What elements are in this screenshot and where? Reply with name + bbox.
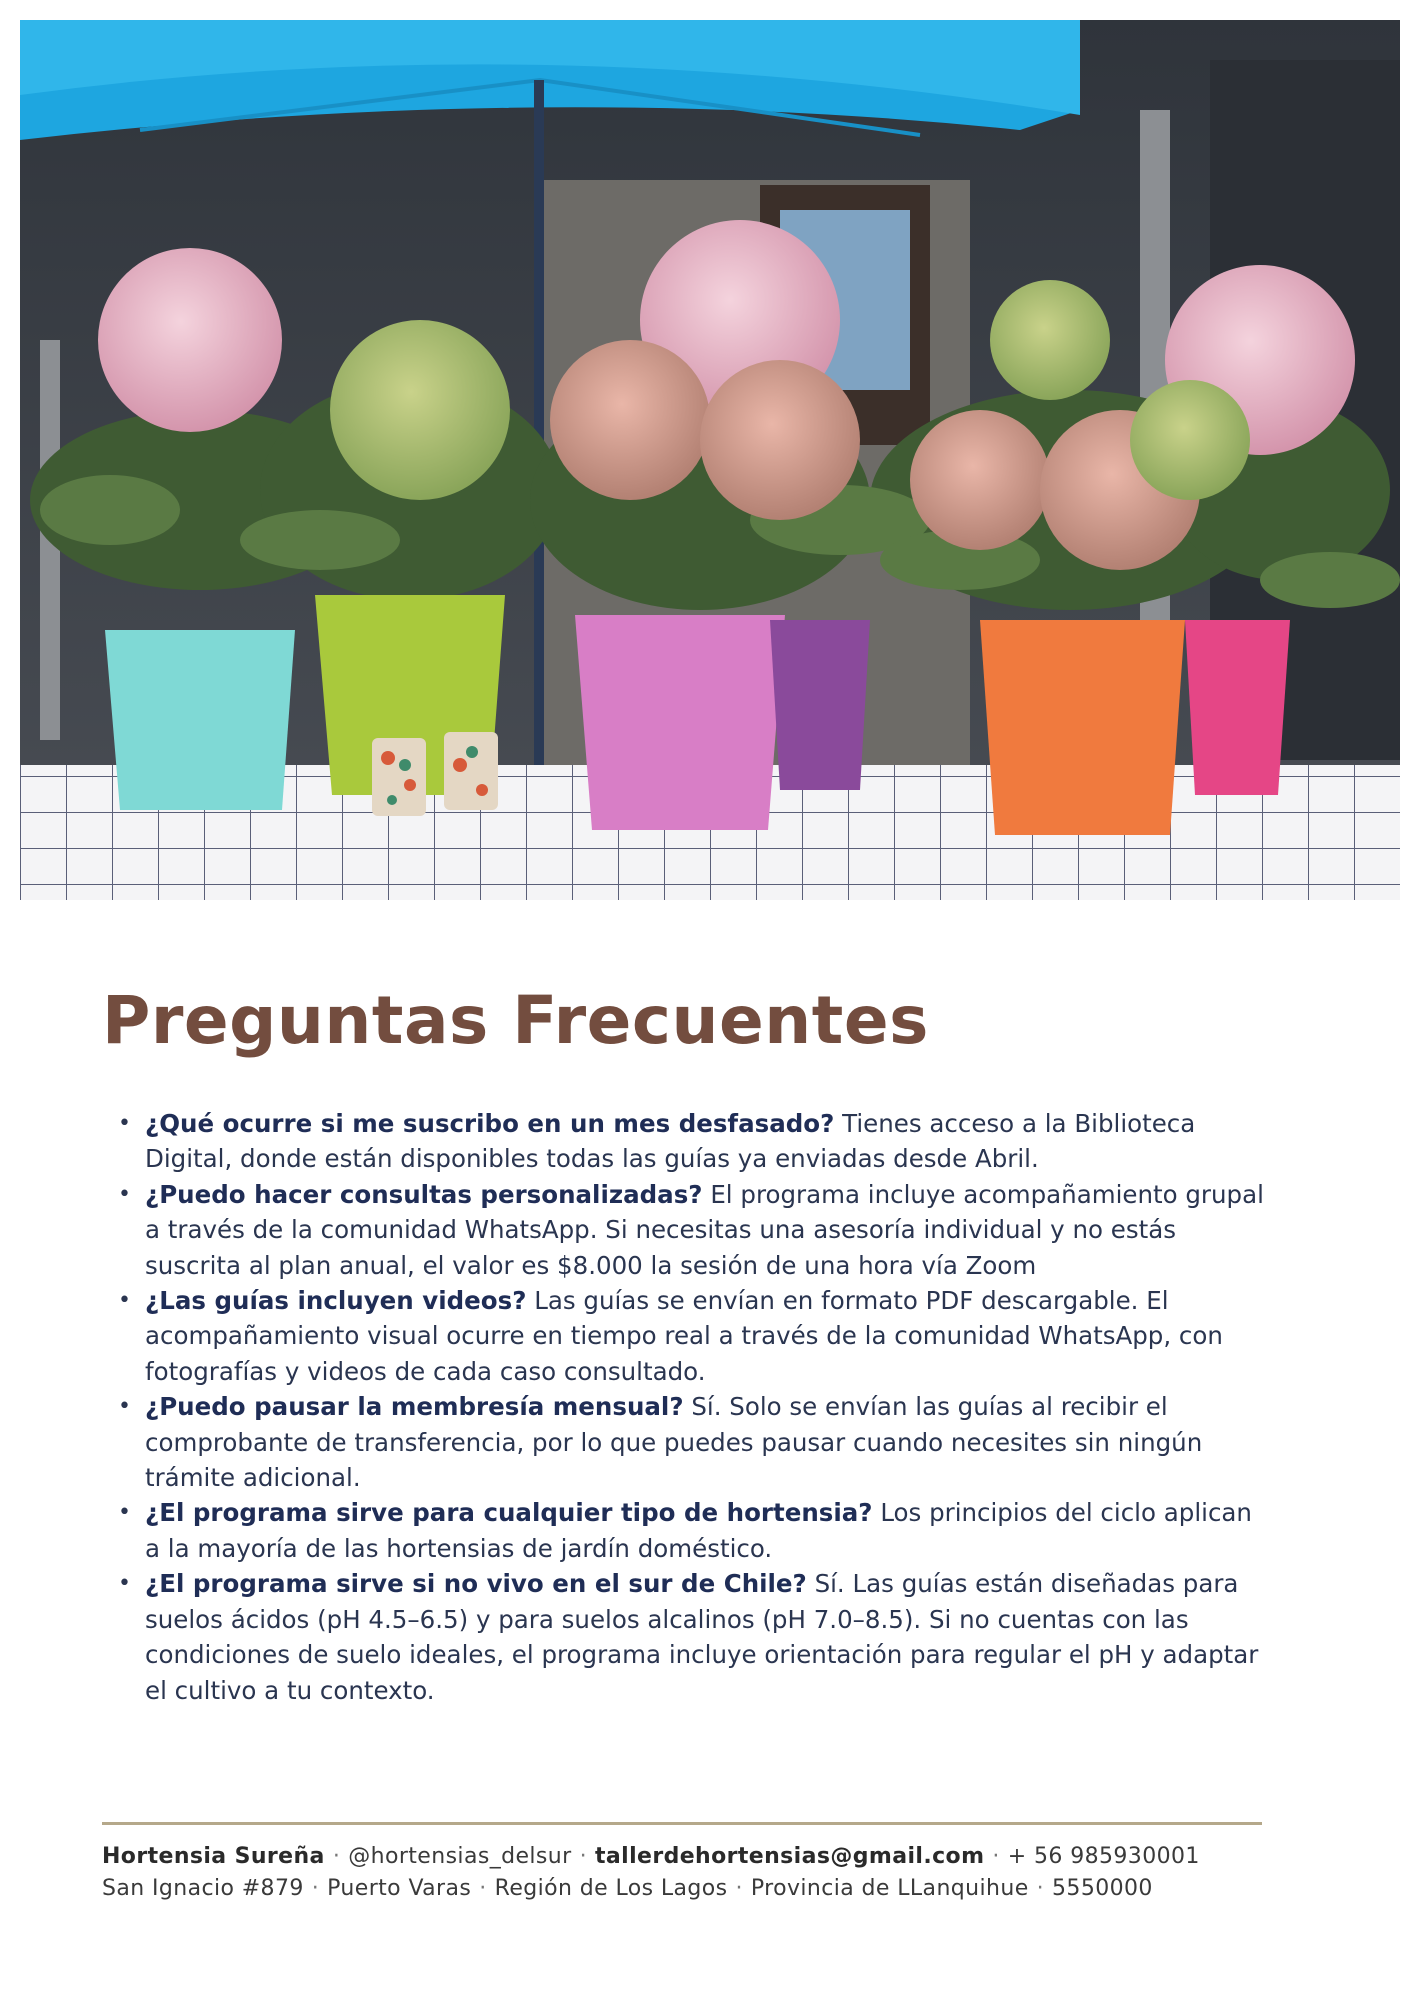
faq-answer: El programa incluye acompañamiento grupal a través de la comunidad WhatsApp. Si necesitas una asesoría individual y no estás suscrita al plan anual, el valor es $8.000 la sesión de una hora vía Zoom xyxy=(145,1179,1264,1280)
faq-item xyxy=(118,1566,1265,1708)
footer-separator: · xyxy=(735,1876,743,1901)
footer-email[interactable]: tallerdehortensias@gmail.com xyxy=(594,1844,985,1869)
footer-phone[interactable]: + 56 985930001 xyxy=(1007,1844,1200,1869)
footer-instagram[interactable]: @hortensias_delsur xyxy=(348,1844,572,1869)
bullet-icon: • xyxy=(118,1571,131,1597)
faq-item xyxy=(118,1283,1265,1389)
footer-address-line xyxy=(102,1876,1153,1901)
faq-item xyxy=(118,1389,1265,1495)
faq-answer: Sí. Solo se envían las guías al recibir el comprobante de transferencia, por lo que puedes pausar cuando necesites sin ningún trámite adicional. xyxy=(145,1392,1203,1493)
faq-answer: Las guías se envían en formato PDF descargable. El acompañamiento visual ocurre en tiempo real a través de la comunidad WhatsApp, con fotografías y videos de cada caso consultado. xyxy=(145,1286,1223,1386)
faq-answer: Tienes acceso a la Biblioteca Digital, donde están disponibles todas las guías ya enviadas desde Abril. xyxy=(145,1109,1196,1174)
faq-question: ¿El programa sirve para cualquier tipo de hortensia? xyxy=(145,1498,873,1528)
faq-question: ¿Puedo hacer consultas personalizadas? xyxy=(145,1179,703,1209)
footer-separator: · xyxy=(311,1876,320,1901)
page-title: Preguntas Frecuentes xyxy=(102,982,929,1059)
bullet-icon: • xyxy=(118,1181,131,1207)
footer-separator: · xyxy=(332,1844,341,1869)
bullet-icon: • xyxy=(118,1288,131,1314)
footer-city: Puerto Varas xyxy=(327,1876,472,1901)
footer-province: Provincia de LLanquihue xyxy=(750,1876,1029,1901)
bullet-icon: • xyxy=(118,1500,131,1526)
faq-question: ¿Qué ocurre si me suscribo en un mes desfasado? xyxy=(145,1109,835,1138)
footer-separator: · xyxy=(579,1844,587,1869)
hydrangea-pots-photo xyxy=(20,20,1400,900)
faq-answer: Los principios del ciclo aplican a la mayoría de las hortensias de jardín doméstico. xyxy=(145,1498,1252,1563)
faq-question: ¿El programa sirve si no vivo en el sur de Chile? xyxy=(145,1569,807,1599)
faq-question: ¿Puedo pausar la membresía mensual? xyxy=(145,1392,684,1422)
faq-list xyxy=(118,1106,1265,1708)
faq-item xyxy=(118,1106,1265,1177)
faq-question: ¿Las guías incluyen videos? xyxy=(145,1286,527,1316)
hero-photo xyxy=(20,20,1400,900)
bullet-icon: • xyxy=(118,1394,131,1420)
footer-separator: · xyxy=(479,1876,487,1901)
faq-item xyxy=(118,1495,1265,1566)
footer-divider xyxy=(102,1822,1262,1825)
faq-answer: Sí. Las guías están diseñadas para suelos ácidos (pH 4.5–6.5) y para suelos alcalinos (pH 7.0–8.5). Si no cuentas con las condiciones de suelo ideales, el programa incluye orientación para regular el pH y adaptar el cultivo a tu contexto. xyxy=(145,1569,1259,1705)
footer-region: Región de Los Lagos xyxy=(494,1876,728,1901)
faq-item xyxy=(118,1177,1265,1283)
footer-address: San Ignacio #879 xyxy=(102,1876,304,1901)
footer-contact-line xyxy=(102,1844,1200,1869)
footer-brand: Hortensia Sureña xyxy=(102,1844,325,1869)
bullet-icon: • xyxy=(118,1111,131,1136)
footer-separator: · xyxy=(992,1844,1000,1869)
footer-separator: · xyxy=(1036,1876,1045,1901)
footer-postal-code: 5550000 xyxy=(1052,1876,1153,1901)
